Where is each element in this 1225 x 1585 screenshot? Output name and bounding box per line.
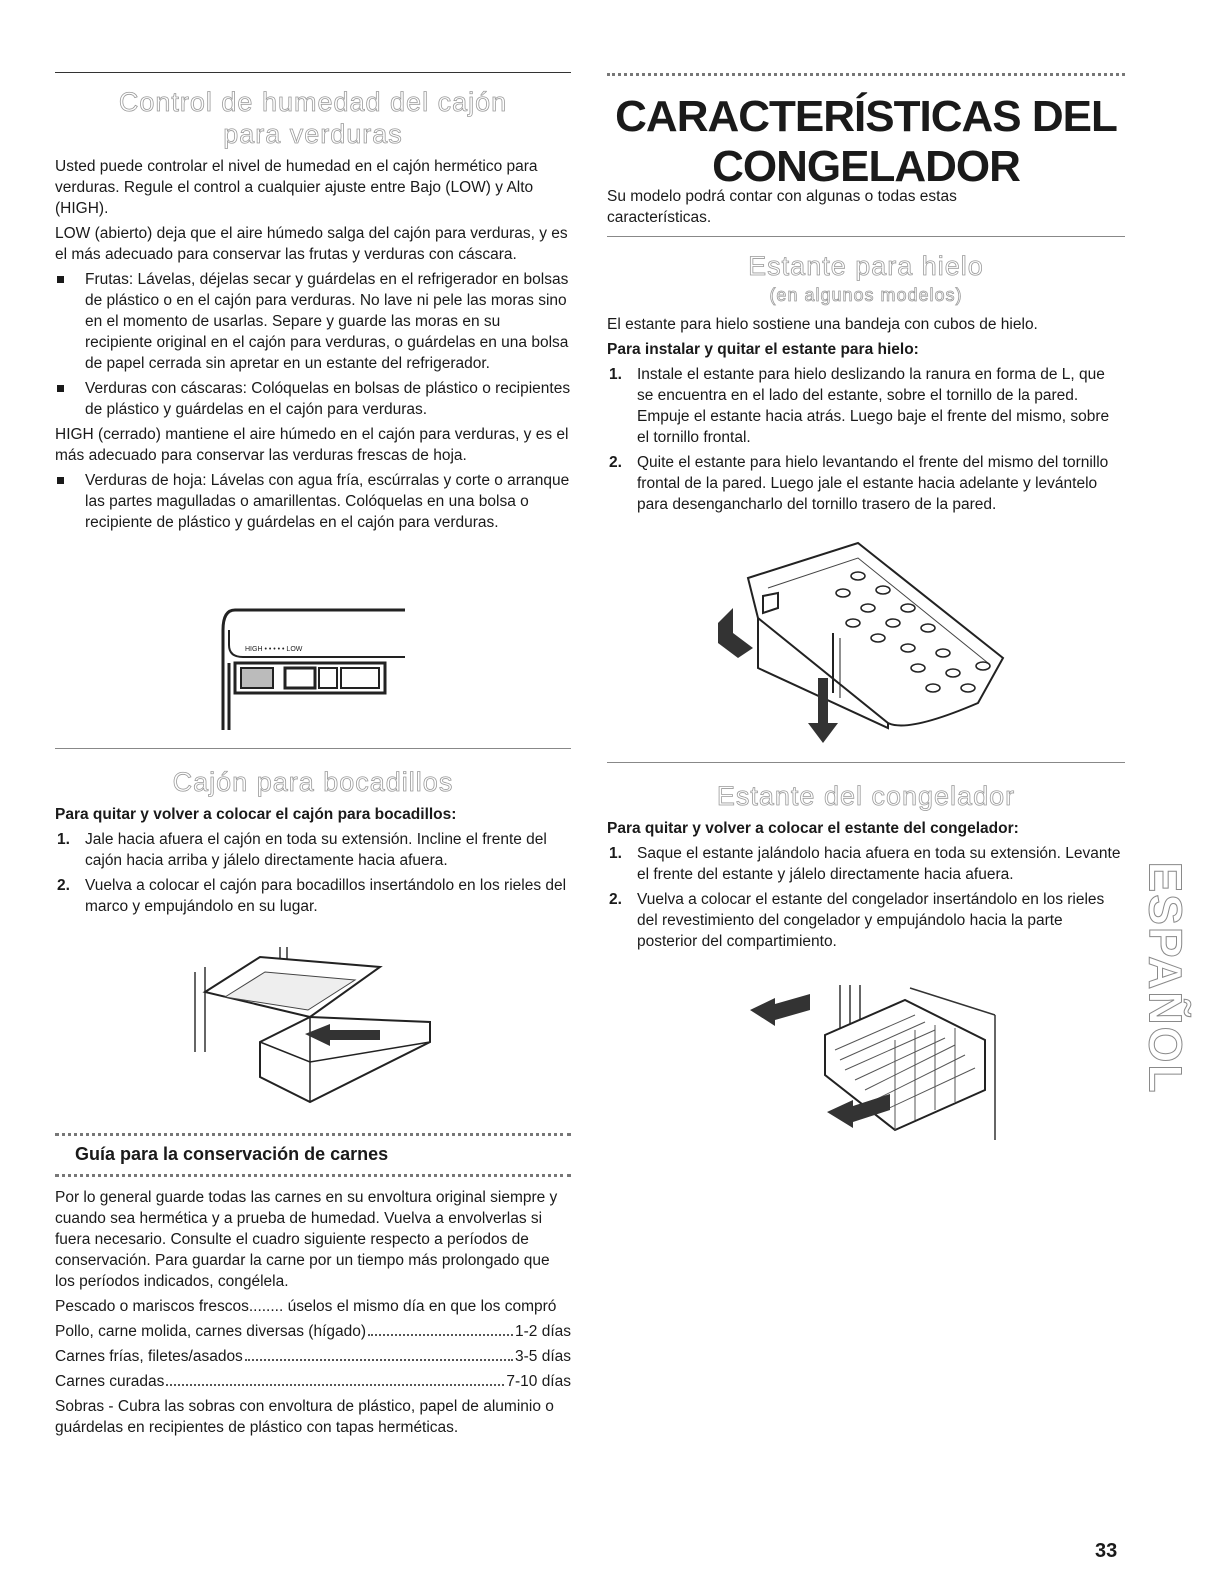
humidity-control-illustration xyxy=(215,605,415,735)
snack-heading: Para quitar y volver a colocar el cajón para bocadillos: xyxy=(55,806,457,823)
snack-step-2: 2. Vuelva a colocar el cajón para bocadillos insertándolo en los rieles del marco y empujándolo en su lugar. xyxy=(57,877,567,915)
meat-intro: Por lo general guarde todas las carnes en su envoltura original siempre y cuando sea hermética y a prueba de humedad. Vuelva a envolverlas si fuera necesario. Consulte el cuadro siguiente respecto a períodos de conservación. Para guardar la carne por un tiempo más prolongado que los períodos indicados, congélela. xyxy=(55,1189,558,1290)
snack-step-1: 1. Jale hacia afuera el cajón en toda su extensión. Incline el frente del cajón hacia arriba y jálelo directamente hacia afuera. xyxy=(57,831,547,869)
freezer-shelf-illustration xyxy=(745,980,1005,1145)
ice-desc: El estante para hielo sostiene una bandeja con cubos de hielo. xyxy=(607,316,1038,333)
meat-title: Guía para la conservación de carnes xyxy=(75,1144,389,1164)
mid-rule-left xyxy=(55,748,571,749)
ice-rule xyxy=(607,236,1125,237)
freezer-intro: Su modelo podrá contar con algunas o todas estas características. xyxy=(607,188,957,226)
meat-row-1: Pollo, carne molida, carnes diversas (hígado) 1-2 días xyxy=(55,1323,571,1340)
meat-fish: Pescado o mariscos frescos........ úselos el mismo día en que los compró xyxy=(55,1298,557,1315)
humidity-section xyxy=(55,86,571,537)
freezer-step-1: 1. Saque el estante jalándolo hacia afuera en toda su extensión. Levante el frente del estante y jálelo directamente hacia afuera. xyxy=(609,845,1121,883)
freezer-heading: Para quitar y volver a colocar el estante del congelador: xyxy=(607,820,1019,837)
freezer-intro-block xyxy=(607,186,1027,232)
humidity-title: Control de humedad del cajón para verduras xyxy=(118,87,508,149)
meat-rule-bottom xyxy=(55,1174,571,1177)
humidity-intro: Usted puede controlar el nivel de humedad en el cajón hermético para verduras. Regule el control a cualquier ajuste entre Bajo (LOW) y Alto (HIGH). xyxy=(55,158,538,217)
bullet-fruits: Frutas: Lávelas, déjelas secar y guárdelas en el refrigerador en bolsas de plástico o en el cajón para verduras. No lave ni pele las moras sino en el momento de usarlas. Separe y guarde las moras en su recipiente original en el cajón para verduras, o guárdelas en una bolsa de papel cerrada sin apretar en un estante del refrigerador. xyxy=(55,269,571,374)
ice-title: Estante para hielo xyxy=(748,251,984,281)
ice-step-1: 1. Instale el estante para hielo deslizando la ranura en forma de L, que se encuentra en el lado del estante, sobre el tornillo de la pared. Empuje el estante hacia atrás. Luego baje el frente del mismo, sobre el tornillo frontal. xyxy=(609,366,1110,446)
freezer-title: Estante del congelador xyxy=(716,781,1016,811)
ice-heading: Para instalar y quitar el estante para hielo: xyxy=(607,341,919,358)
control-label: HIGH • • • • • LOW xyxy=(245,646,303,653)
ice-shelf-illustration xyxy=(708,538,1028,748)
snack-title: Cajón para bocadillos xyxy=(172,767,454,797)
meat-leftovers: Sobras - Cubra las sobras con envoltura de plástico, papel de aluminio o guárdelas en recipientes de plástico con tapas herméticas. xyxy=(55,1398,554,1436)
meat-section xyxy=(55,1142,571,1442)
meat-row-3: Carnes curadas 7-10 días xyxy=(55,1373,571,1390)
side-language-label: ESPAÑOL xyxy=(1139,861,1192,1095)
freezer-rule xyxy=(607,762,1125,763)
meat-rule-top xyxy=(55,1133,571,1136)
ice-section xyxy=(607,250,1125,519)
humidity-low: LOW (abierto) deja que el aire húmedo salga del cajón para verduras, y es el más adecuado para conservar las frutas y verduras con cáscara. xyxy=(55,225,568,263)
bullet-leaf: Verduras de hoja: Lávelas con agua fría, escúrralas y corte o arranque las partes magulladas o amarillentas. Colóquelas en una bolsa o recipiente de plástico y guárdelas en el cajón para verduras. xyxy=(55,470,571,533)
ice-step-2: 2. Quite el estante para hielo levantando el frente del mismo del tornillo frontal de la pared. Luego jale el estante hacia adelante y levántelo para desengancharlo del tornillo trasero de la pared. xyxy=(609,454,1109,513)
bullet-skins: Verduras con cáscaras: Colóquelas en bolsas de plástico o recipientes de plástico y guárdelas en el cajón para verduras. xyxy=(55,378,571,420)
humidity-high: HIGH (cerrado) mantiene el aire húmedo en el cajón para verduras, y es el más adecuado para conservar las verduras frescas de hoja. xyxy=(55,426,569,464)
top-rule-right xyxy=(607,73,1125,76)
ice-subtitle: (en algunos modelos) xyxy=(769,285,963,305)
page-title: CARACTERÍSTICAS DEL CONGELADOR xyxy=(615,92,1117,191)
snack-drawer-illustration xyxy=(190,942,440,1112)
top-rule-left xyxy=(55,72,571,73)
page-number: 33 xyxy=(1095,1540,1118,1562)
freezer-section xyxy=(607,780,1125,956)
snack-section xyxy=(55,766,571,921)
meat-row-2: Carnes frías, filetes/asados 3-5 días xyxy=(55,1348,571,1365)
freezer-step-2: 2. Vuelva a colocar el estante del congelador insertándolo en los rieles del revestimiento del congelador y empujándolo hacia la parte posterior del compartimiento. xyxy=(609,891,1105,950)
